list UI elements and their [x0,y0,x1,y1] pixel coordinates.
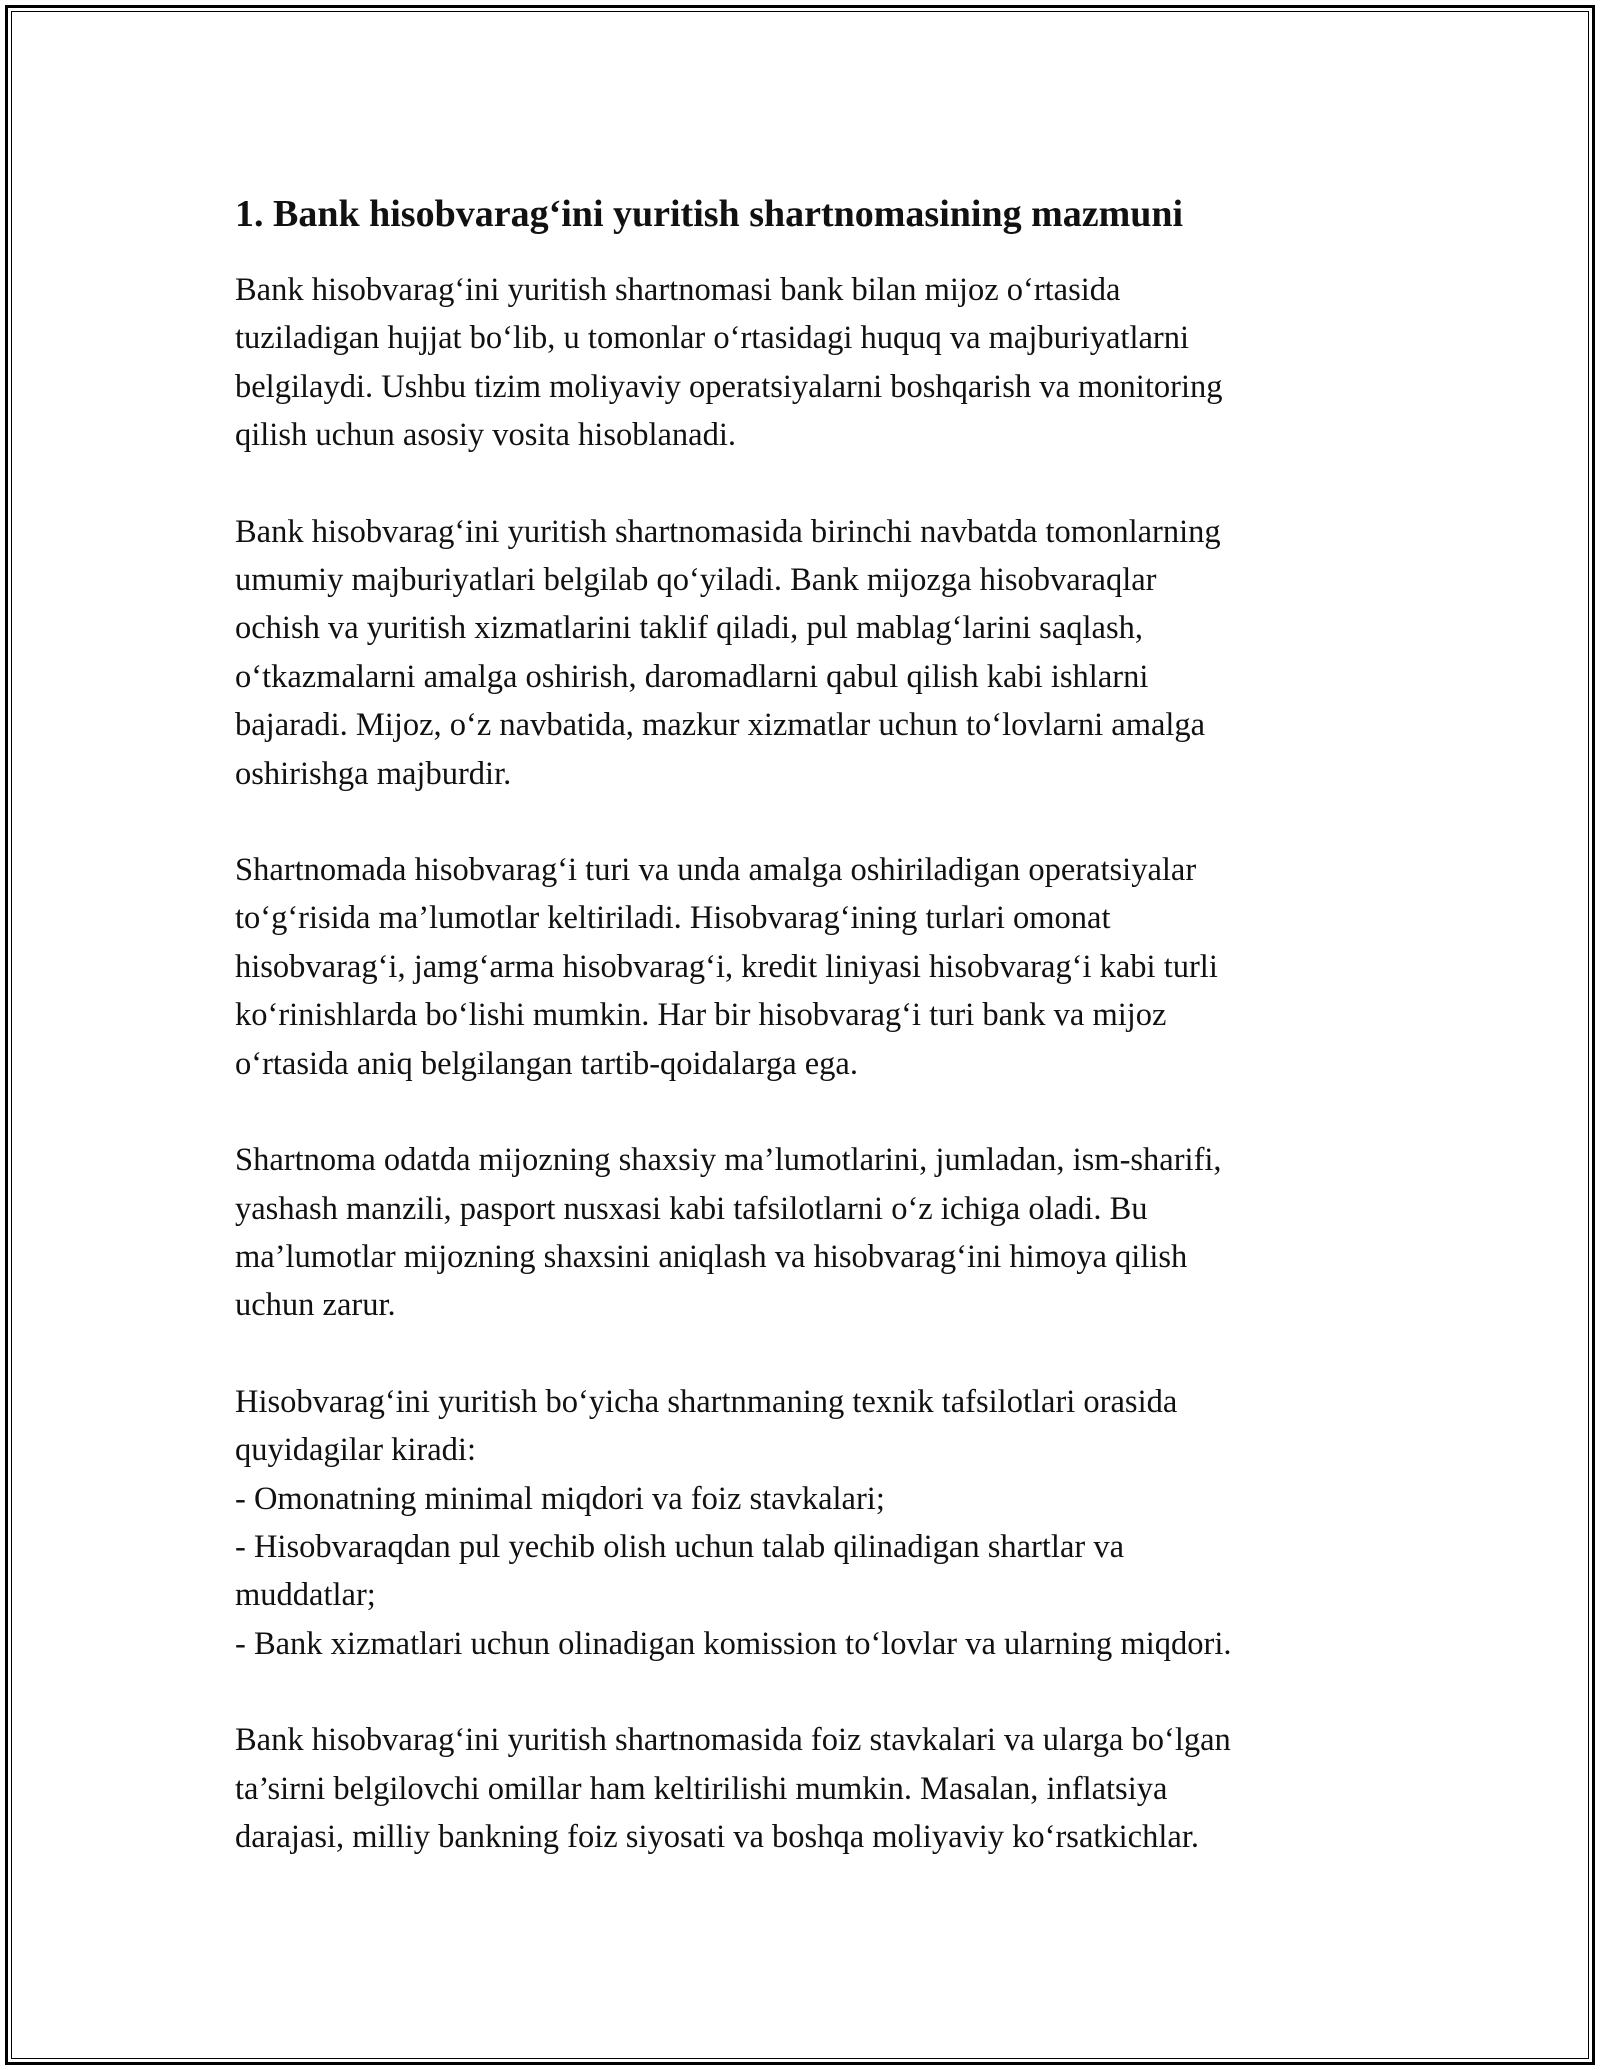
text-line: to‘g‘risida ma’lumotlar keltiriladi. Hisobvarag‘ining turlari omonat [235,900,1111,937]
text-line: tuziladigan hujjat bo‘lib, u tomonlar o‘rtasidagi huquq va majburiyatlarni [235,320,1190,357]
paragraph-3 [235,846,1370,1088]
text-line: belgilaydi. Ushbu tizim moliyaviy operatsiyalarni boshqarish va monitoring [235,368,1223,405]
document-body [235,186,1370,1909]
text-line: oshirishga majburdir. [235,755,512,792]
text-line: bajaradi. Mijoz, o‘z navbatida, mazkur xizmatlar uchun to‘lovlarni amalga [235,707,1206,744]
paragraph-2 [235,508,1370,798]
text-line: darajasi, milliy bankning foiz siyosati va boshqa moliyaviy ko‘rsatkichlar. [235,1818,1199,1855]
paragraph-5 [235,1378,1370,1668]
text-line: ko‘rinishlarda bo‘lishi mumkin. Har bir hisobvarag‘i turi bank va mijoz [235,997,1167,1034]
paragraph-4 [235,1136,1370,1330]
paragraph-6 [235,1716,1370,1861]
text-line: o‘rtasida aniq belgilangan tartib-qoidalarga ega. [235,1045,858,1082]
text-line: muddatlar; [235,1577,376,1614]
text-line: uchun zarur. [235,1287,396,1324]
list-item: - Hisobvaraqdan pul yechib olish uchun talab qilinadigan shartlar va [235,1528,1124,1565]
list-item: - Omonatning minimal miqdori va foiz stavkalari; [235,1480,885,1517]
text-line: hisobvarag‘i, jamg‘arma hisobvarag‘i, kredit liniyasi hisobvarag‘i kabi turli [235,948,1218,985]
text-line: ta’sirni belgilovchi omillar ham keltirilishi mumkin. Masalan, inflatsiya [235,1770,1168,1807]
text-line: ma’lumotlar mijozning shaxsini aniqlash va hisobvarag‘ini himoya qilish [235,1238,1188,1275]
text-line: Hisobvarag‘ini yuritish bo‘yicha shartnmaning texnik tafsilotlari orasida [235,1383,1178,1420]
text-line: quyidagilar kiradi: [235,1432,476,1469]
text-line: Bank hisobvarag‘ini yuritish shartnomasida foiz stavkalari va ularga bo‘lgan [235,1722,1231,1759]
text-line: Shartnomada hisobvarag‘i turi va unda amalga oshiriladigan operatsiyalar [235,852,1197,889]
text-line: umumiy majburiyatlari belgilab qo‘yiladi. Bank mijozga hisobvaraqlar [235,562,1157,599]
list-item: - Bank xizmatlari uchun olinadigan komission to‘lovlar va ularning miqdori. [235,1625,1232,1662]
text-line: o‘tkazmalarni amalga oshirish, daromadlarni qabul qilish kabi ishlarni [235,658,1149,695]
text-line: Bank hisobvarag‘ini yuritish shartnomasi bank bilan mijoz o‘rtasida [235,272,1121,308]
text-line: Bank hisobvarag‘ini yuritish shartnomasida birinchi navbatda tomonlarning [235,513,1221,550]
text-line: yashash manzili, pasport nusxasi kabi tafsilotlarni o‘z ichiga oladi. Bu [235,1190,1148,1227]
text-line: qilish uchun asosiy vosita hisoblanadi. [235,417,737,454]
text-line: ochish va yuritish xizmatlarini taklif qiladi, pul mablag‘larini saqlash, [235,610,1143,647]
section-heading: 1. Bank hisobvarag‘ini yuritish shartnomasining mazmuni [235,193,1184,235]
text-line: Shartnoma odatda mijozning shaxsiy ma’lumotlarini, jumladan, ism-sharifi, [235,1142,1222,1179]
paragraph-1 [235,266,1370,460]
